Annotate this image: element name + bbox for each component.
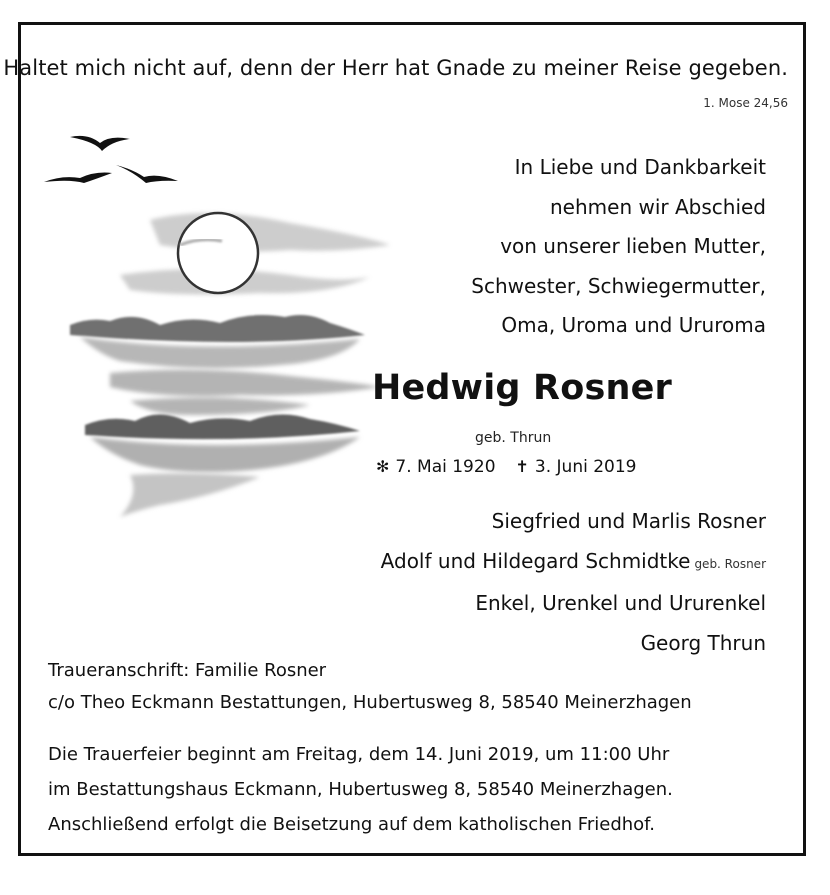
mourner-line bbox=[381, 502, 766, 542]
address-line: Traueranschrift: Familie Rosner bbox=[48, 660, 327, 681]
farewell-text bbox=[471, 148, 766, 346]
ceremony-line: Anschließend erfolgt die Beisetzung auf dem katholischen Friedhof. bbox=[48, 814, 655, 835]
birds-icon bbox=[44, 136, 178, 183]
water-wash bbox=[110, 370, 380, 415]
farewell-line: nehmen wir Abschied bbox=[550, 194, 766, 219]
birth-star-icon: ✻ bbox=[376, 457, 390, 476]
mourner-line bbox=[381, 542, 766, 585]
death-date: 3. Juni 2019 bbox=[534, 457, 637, 477]
birth-name: geb. Thrun bbox=[475, 430, 552, 446]
ceremony-line: im Bestattungshaus Eckmann, Hubertusweg 8, 58540 Meinerzhagen. bbox=[48, 779, 673, 800]
landscape-illustration-icon bbox=[40, 125, 400, 520]
hills-lower bbox=[85, 414, 360, 517]
mourner-name: Enkel, Urenkel und Ururenkel bbox=[475, 591, 766, 615]
mourner-name: Adolf und Hildegard Schmidtke bbox=[380, 548, 691, 573]
deceased-name: Hedwig Rosner bbox=[372, 368, 672, 408]
mourner-name: Georg Thrun bbox=[640, 630, 766, 655]
bible-quote: Haltet mich nicht auf, denn der Herr hat Gnade zu meiner Reise gegeben. bbox=[3, 56, 788, 80]
sun-icon bbox=[178, 213, 258, 293]
death-cross-icon: ✝ bbox=[515, 457, 529, 476]
farewell-line: Schwester, Schwiegermutter, bbox=[471, 273, 766, 298]
ceremony-line: Die Trauerfeier beginnt am Freitag, dem 14. Juni 2019, um 11:00 Uhr bbox=[48, 744, 670, 765]
address-line: c/o Theo Eckmann Bestattungen, Hubertusweg 8, 58540 Meinerzhagen bbox=[48, 692, 692, 713]
mourner-note: geb. Rosner bbox=[694, 556, 766, 571]
mourners-list bbox=[381, 502, 766, 663]
birth-date: 7. Mai 1920 bbox=[395, 457, 496, 477]
hills-upper bbox=[70, 315, 365, 368]
mourning-address bbox=[48, 655, 692, 719]
farewell-line: In Liebe und Dankbarkeit bbox=[514, 155, 766, 179]
mourner-line bbox=[381, 584, 766, 624]
ceremony-details bbox=[48, 737, 673, 842]
farewell-line: von unserer lieben Mutter, bbox=[500, 234, 766, 258]
mourner-name: Siegfried und Marlis Rosner bbox=[491, 509, 766, 533]
life-dates bbox=[376, 457, 637, 477]
farewell-line: Oma, Uroma und Ururoma bbox=[501, 313, 766, 337]
bible-reference: 1. Mose 24,56 bbox=[703, 96, 788, 110]
